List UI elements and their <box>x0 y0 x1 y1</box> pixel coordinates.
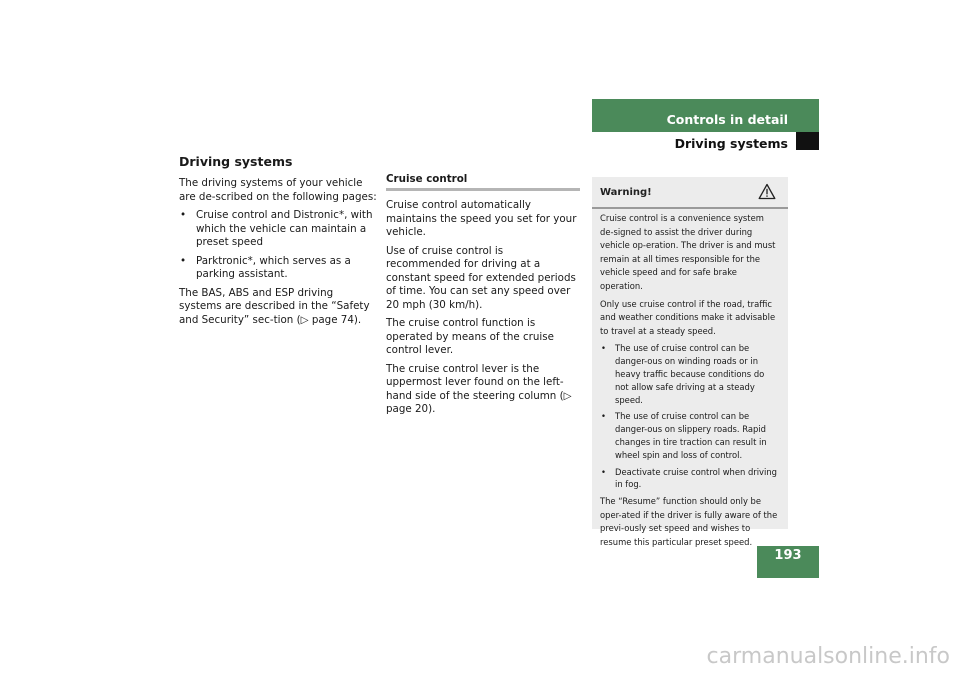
paragraph: The cruise control lever is the uppermost lever found on the left-hand side of the steering column (▷ page 20). <box>386 362 572 415</box>
paragraph: Cruise control automatically maintains the speed you set for your vehicle. <box>386 199 577 238</box>
left-column <box>179 154 379 332</box>
middle-column <box>386 173 580 422</box>
list-item: • Deactivate cruise control when driving in fog. <box>600 466 780 492</box>
page-number: 193 <box>774 548 802 563</box>
cruise-control-heading: Cruise control <box>386 173 580 191</box>
header-marker <box>796 132 819 150</box>
warning-header <box>592 177 788 209</box>
warning-body <box>592 209 788 549</box>
warning-paragraph: The “Resume” function should only be oper-ated if the driver is fully aware of the previ-ously set speed and wishes to resume this particular preset speed. <box>600 496 778 547</box>
warning-list <box>600 342 780 491</box>
section-title: Driving systems <box>674 136 788 151</box>
list-item: • The use of cruise control can be danger-ous on winding roads or in heavy traffic because conditions do not allow safe driving at a steady speed. <box>600 342 780 406</box>
warning-box <box>592 177 788 547</box>
page-heading: Driving systems <box>179 154 293 169</box>
warning-title: Warning! <box>600 187 652 198</box>
closing-paragraph: The BAS, ABS and ESP driving systems are described in the “Safety and Security” sec-tion (▷ page 74). <box>179 286 370 326</box>
paragraph: The cruise control function is operated by means of the cruise control lever. <box>386 317 554 356</box>
warning-paragraph: Cruise control is a convenience system de-signed to assist the driver during vehicle op-eration. The driver is and must remain at all times responsible for the vehicle speed and for safe brake operation. <box>600 213 776 291</box>
warning-paragraph: Only use cruise control if the road, traffic and weather conditions make it advisable to travel at a steady speed. <box>600 298 776 336</box>
intro-paragraph: The driving systems of your vehicle are de-scribed on the following pages: <box>179 177 377 203</box>
paragraph: Use of cruise control is recommended for driving at a constant speed for extended periods of time. You can set any speed over 20 mph (30 km/h). <box>386 244 576 311</box>
chapter-title: Controls in detail <box>666 112 788 127</box>
list-item: • Parktronic*, which serves as a parking assistant. <box>179 255 379 282</box>
warning-triangle-icon <box>758 183 776 204</box>
watermark: carmanualsonline.info <box>706 644 950 669</box>
driving-systems-list <box>179 209 379 282</box>
list-item: • Cruise control and Distronic*, with which the vehicle can maintain a preset speed <box>179 209 379 250</box>
list-item: • The use of cruise control can be danger-ous on slippery roads. Rapid changes in tire traction can result in wheel spin and loss of control. <box>600 410 780 461</box>
